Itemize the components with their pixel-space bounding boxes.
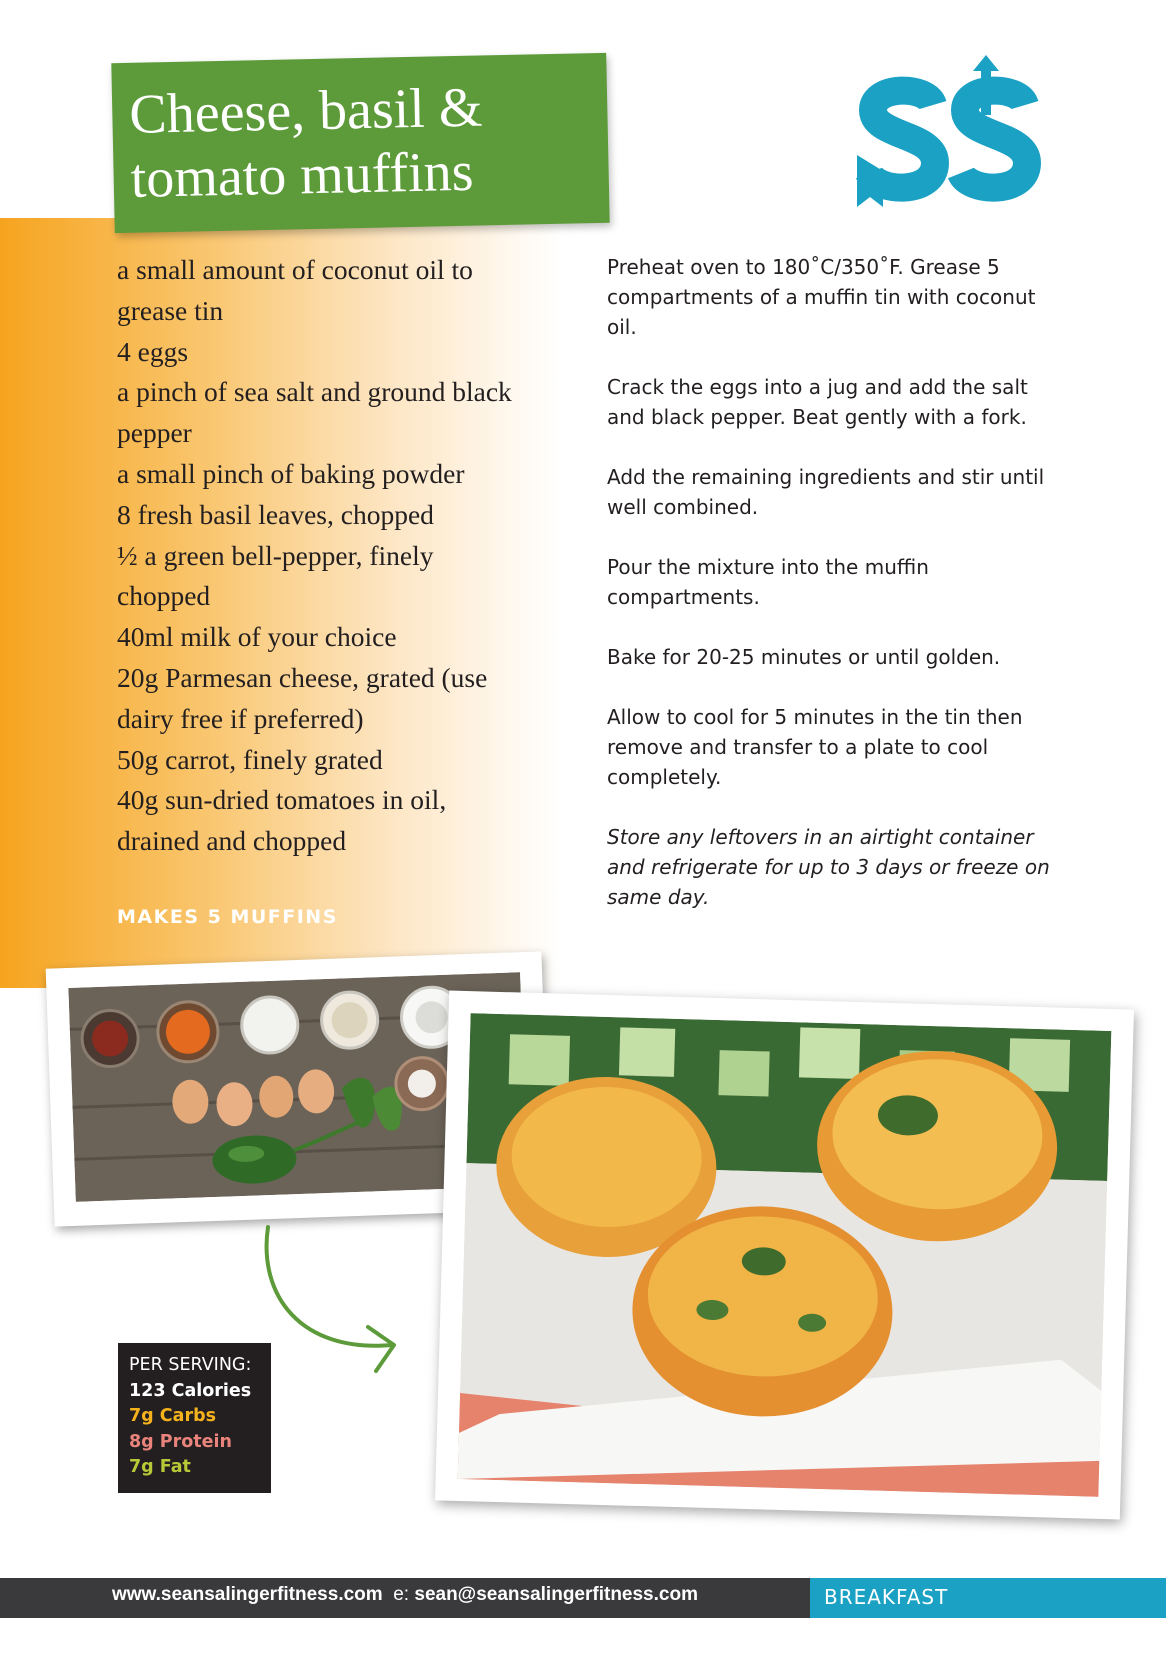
- method-step: Crack the eggs into a jug and add the salt and black pepper. Beat gently with a fork.: [607, 375, 1028, 429]
- method-step: Add the remaining ingredients and stir until well combined.: [607, 465, 1045, 519]
- recipe-title: [129, 73, 602, 211]
- method-step: Pour the mixture into the muffin compartments.: [607, 555, 929, 609]
- nutrition-heading: PER SERVING:: [129, 1355, 252, 1375]
- category-label: BREAKFAST: [824, 1585, 949, 1609]
- ingredient-line: dairy free if preferred): [117, 702, 364, 734]
- nutrition-box: [118, 1343, 271, 1493]
- ingredient-line: a small pinch of baking powder: [117, 457, 465, 489]
- method-step: Preheat oven to 180˚C/350˚F. Grease 5 compartments of a muffin tin with coconut oil.: [607, 255, 1036, 339]
- footer-contact: [112, 1584, 698, 1606]
- ingredient-line: grease tin: [117, 294, 224, 326]
- ingredient-line: ½ a green bell-pepper, finely: [117, 539, 434, 571]
- ingredient-line: pepper: [117, 417, 192, 449]
- nutrition-fat: 7g Fat: [129, 1457, 191, 1477]
- title-line-2: tomato muffins: [130, 140, 475, 210]
- category-badge: [810, 1578, 1166, 1618]
- curved-arrow-icon: [260, 1225, 425, 1375]
- email-link[interactable]: sean@seansalingerfitness.com: [414, 1584, 698, 1605]
- yield-label: MAKES 5 MUFFINS: [117, 906, 338, 928]
- ss-logo-icon: [855, 55, 1050, 225]
- method-step: Bake for 20-25 minutes or until golden.: [607, 645, 1001, 669]
- ingredient-line: a small amount of coconut oil to: [117, 254, 473, 285]
- ingredient-line: drained and chopped: [117, 825, 347, 857]
- muffins-photo-image: [458, 1013, 1112, 1497]
- ingredients-list: [117, 250, 567, 862]
- title-line-1: Cheese, basil &: [128, 76, 484, 146]
- ingredient-line: 20g Parmesan cheese, grated (use: [117, 661, 488, 693]
- nutrition-calories: 123 Calories: [129, 1380, 252, 1401]
- muffins-photo: [435, 991, 1134, 1520]
- method-step: Allow to cool for 5 minutes in the tin then remove and transfer to a plate to cool completely.: [607, 705, 1023, 789]
- ingredient-line: 40g sun-dried tomatoes in oil,: [117, 784, 447, 816]
- ingredient-line: 40ml milk of your choice: [117, 621, 397, 653]
- nutrition-protein: 8g Protein: [129, 1431, 232, 1452]
- method-steps: [607, 252, 1057, 942]
- ingredient-line: chopped: [117, 580, 211, 612]
- nutrition-carbs: 7g Carbs: [129, 1406, 217, 1426]
- storage-note: Store any leftovers in an airtight container and refrigerate for up to 3 days or freeze on same day.: [607, 825, 1050, 909]
- ingredient-line: a pinch of sea salt and ground black: [117, 376, 512, 408]
- ingredient-line: 4 eggs: [117, 335, 189, 367]
- ingredient-line: 50g carrot, finely grated: [117, 743, 383, 775]
- website-link[interactable]: www.seansalingerfitness.com: [112, 1584, 383, 1605]
- email-label: e:: [393, 1584, 410, 1605]
- ingredient-line: 8 fresh basil leaves, chopped: [117, 498, 434, 530]
